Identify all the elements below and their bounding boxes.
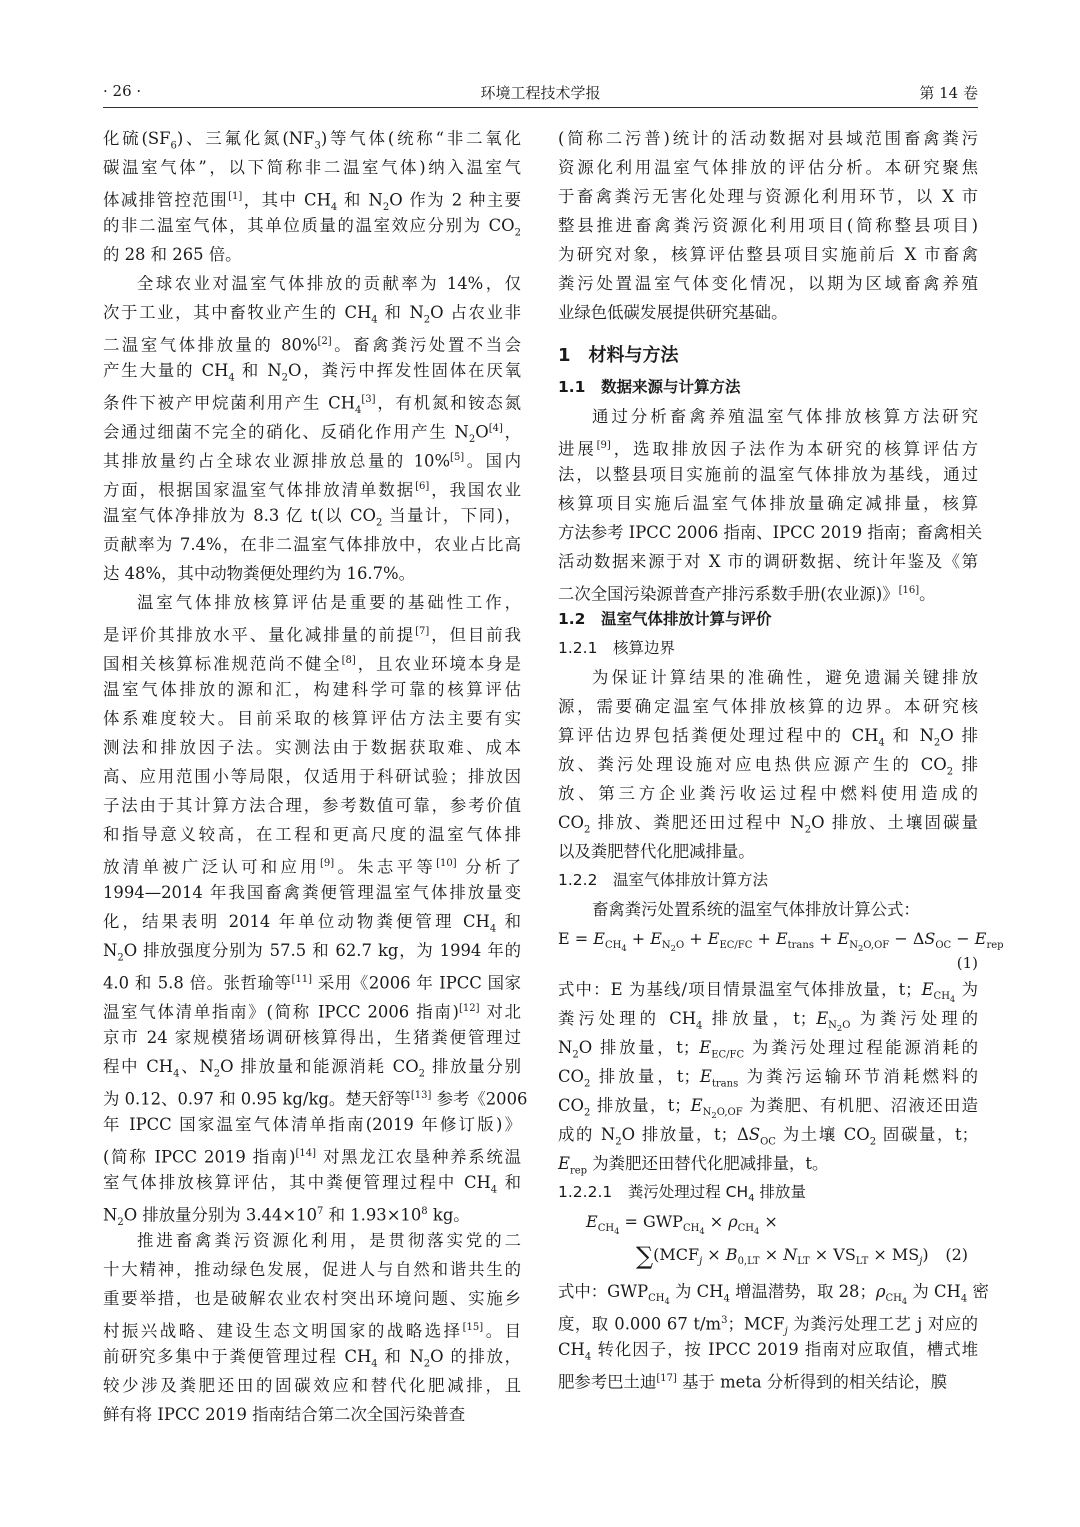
section-heading-1: 1 材料与方法 <box>558 345 679 366</box>
text-line: 业绿色低碳发展提供研究基础。 <box>558 303 788 322</box>
section-heading-1-2-2-1: 1.2.2.1 粪污处理过程 $CH_4$ 排放量 <box>558 1183 806 1205</box>
text-line: 于畜禽粪污无害化处理与资源化利用环节，以 X 市 <box>558 187 978 206</box>
text-line: 前研究多集中于粪便管理过程 $CH_4$ 和 $N_2O$ 的排放， <box>103 1347 522 1370</box>
text-line: 为 0.12、0.97 和 0.95 kg/kg。楚天舒等[13] 参考《2006 <box>103 1089 528 1109</box>
text-line: 化，结果表明 2014 年单位动物粪便管理 $CH_4$ 和 <box>103 912 521 935</box>
text-line: 较少涉及粪肥还田的固碳效应和替代化肥减排，且 <box>103 1376 521 1395</box>
text-line: 温室气体排放的源和汇，构建科学可靠的核算评估 <box>103 680 521 699</box>
text-line: $CH_4$ 转化因子，按 IPCC 2019 指南对应取值，槽式堆 <box>558 1340 978 1363</box>
text-line: 温室气体排放核算评估是重要的基础性工作， <box>137 593 521 612</box>
text-line: 碳温室气体”，以下简称非二温室气体)纳入温室气 <box>103 158 521 177</box>
text-line: 高、应用范围小等局限，仅适用于科研试验；排放因 <box>103 767 521 786</box>
text-line: 程中 $CH_4$、$N_2O$ 排放量和能源消耗 $CO_2$ 排放量分别 <box>103 1057 521 1080</box>
text-line: 室气体排放核算评估，其中粪便管理过程中 $CH_4$ 和 <box>103 1173 521 1196</box>
text-line: 进展[9]，选取排放因子法作为本研究的核算评估方 <box>558 439 979 459</box>
text-line: 粪污处置温室气体变化情况，以期为区域畜禽养殖 <box>558 274 978 293</box>
text-line: 4.0 和 5.8 倍。张哲瑜等[11] 采用《2006 年 IPCC 国家 <box>103 973 522 993</box>
text-line: 1994—2014 年我国畜禽粪便管理温室气体排放量变 <box>103 883 521 902</box>
text-line: 算评估边界包括粪便处理过程中的 $CH_4$ 和 $N_2O$ 排 <box>558 726 978 749</box>
journal-title: 环境工程技术学报 <box>480 84 601 102</box>
text-line: 重要举措，也是破解农业农村突出环境问题、实施乡 <box>103 1289 521 1308</box>
page-number: · 26 · <box>103 82 142 100</box>
text-line: 为研究对象，核算评估整县项目实施前后 X 市畜禽 <box>558 245 978 264</box>
section-heading-1-2-1: 1.2.1 核算边界 <box>558 639 675 657</box>
text-line: 国相关核算标准规范尚不健全[8]，且农业环境本身是 <box>103 654 521 674</box>
text-line: 条件下被产甲烷菌利用产生 $CH_4[3]$，有机氮和铵态氮 <box>103 393 522 416</box>
text-line: 整县推进畜禽粪污资源化利用项目(简称整县项目) <box>558 216 978 235</box>
text-line: 年 IPCC 国家温室气体清单指南(2019 年修订版)》 <box>103 1115 521 1134</box>
paragraph-1-2-2-1 <box>558 1277 989 1393</box>
text-line: 方面，根据国家温室气体排放清单数据[6]，我国农业 <box>103 480 522 500</box>
text-line: 产生大量的 $CH_4$ 和 $N_2O$，粪污中挥发性固体在厌氧 <box>103 361 522 384</box>
text-line: $CO_2$ 排放、粪肥还田过程中 $N_2O$ 排放、土壤固碳量 <box>558 813 978 836</box>
text-line: 京市 24 家规模猪场调研核算得出，生猪粪便管理过 <box>103 1028 521 1047</box>
text-line: 的非二温室气体，其单位质量的温室效应分别为 $CO_2$ <box>103 216 521 239</box>
text-line: 度，取 0.000 67 $t/m^3$；$MCF_j$ 为粪污处理工艺 j 对应的 <box>558 1314 978 1337</box>
text-line: 子法由于其计算方法合理，参考数值可靠，参考价值 <box>103 796 521 815</box>
text-line: 活动数据来源于对 X 市的调研数据、统计年鉴及《第 <box>558 552 978 571</box>
text-line: $E_{rep}$ 为粪肥还田替代化肥减排量，t。 <box>558 1154 829 1177</box>
text-line: 式中：E 为基线/项目情景温室气体排放量，t；$E_{CH_4}$ 为 <box>558 980 978 1005</box>
text-line: $CO_2$ 排放量，t；$E_{N_2O,OF}$ 为粪肥、有机肥、沼液还田造 <box>558 1096 978 1121</box>
text-line: (简称二污普)统计的活动数据对县域范围畜禽粪污 <box>558 129 978 148</box>
text-line: 的 28 和 265 倍。 <box>103 245 242 264</box>
left-column <box>103 124 528 1429</box>
equation-1-number: (1) <box>956 954 978 972</box>
equation-2-number: (2) <box>945 1245 968 1264</box>
text-line: $N_2O$ 排放量分别为 $3.44\times 10^7$ 和 $1.93\times 10^8$ kg。 <box>103 1205 470 1228</box>
section-heading-1-2: 1.2 温室气体排放计算与评价 <box>558 610 772 628</box>
text-line: 推进畜禽粪污资源化利用，是贯彻落实党的二 <box>137 1231 521 1250</box>
text-line: $N_2O$ 排放强度分别为 57.5 和 62.7 kg，为 1994 年的 <box>103 941 521 964</box>
text-line: 核算项目实施后温室气体排放量确定减排量，核算 <box>558 494 978 513</box>
text-line: $CO_2$ 排放量，t；$E_{trans}$ 为粪污运输环节消耗燃料的 <box>558 1067 979 1090</box>
text-line: 村振兴战略、建设生态文明国家的战略选择[15]。目 <box>103 1321 522 1341</box>
text-line: 鲜有将 IPCC 2019 指南结合第二次全国污染普查 <box>103 1405 466 1424</box>
text-line: 全球农业对温室气体排放的贡献率为 14%，仅 <box>137 274 521 293</box>
text-line: 二温室气体排放量的 80%[2]。畜禽粪污处置不当会 <box>103 335 522 355</box>
text-line: 温室气体净排放为 8.3 亿 t(以 $CO_2$ 当量计，下同)， <box>103 506 521 529</box>
equation-2-line-2: $\sum(MCF_j \times B_{0,LT} \times N_{LT} \times VS_{LT} \times MS_j)$ (2) <box>558 1237 978 1277</box>
text-line: 测法和排放因子法。实测法由于数据获取难、成本 <box>103 738 521 757</box>
text-line: 法，以整县项目实施前的温室气体排放为基线，通过 <box>558 465 978 484</box>
equation-2-line-1: $E_{CH_4} = GWP_{CH_4} \times \rho_{CH_4}$ × <box>586 1212 778 1237</box>
text-line: 二次全国污染源普查产排污系数手册(农业源)》[16]。 <box>558 584 936 604</box>
equation-intro: 畜禽粪污处置系统的温室气体排放计算公式： <box>592 900 920 919</box>
text-line: 为保证计算结果的准确性，避免遗漏关键排放 <box>592 668 978 687</box>
equation-1: $E = E_{CH_4} + E_{N_2O} + E_{EC/FC} + E_{trans} + E_{N_2O,OF} - \Delta S_{OC} - E_{rep}$ <box>558 929 1004 954</box>
text-line: 粪污处理的 $CH_4$ 排放量，t；$E_{N_2O}$ 为粪污处理的 <box>558 1009 979 1034</box>
text-line: 次于工业，其中畜牧业产生的 $CH_4$ 和 $N_2O$ 占农业非 <box>103 303 522 326</box>
text-line: 体系难度较大。目前采取的核算评估方法主要有实 <box>103 709 521 728</box>
text-line: 通过分析畜禽养殖温室气体排放核算方法研究 <box>592 407 978 426</box>
text-line: 温室气体清单指南》(简称 IPCC 2006 指南)[12] 对北 <box>103 1002 522 1022</box>
text-line: 以及粪肥替代化肥减排量。 <box>558 842 755 861</box>
text-line: 资源化利用温室气体排放的评估分析。本研究聚焦 <box>558 158 978 177</box>
header-rule <box>103 107 978 108</box>
text-line: $N_2O$ 排放量，t；$E_{EC/FC}$ 为粪污处理过程能源消耗的 <box>558 1038 978 1061</box>
text-line: 肥参考巴土迪[17] 基于 meta 分析得到的相关结论，膜 <box>558 1372 948 1392</box>
text-line: 是评价其排放水平、量化减排量的前提[7]，但目前我 <box>103 625 522 645</box>
text-line: 贡献率为 7.4%，在非二温室气体排放中，农业占比高 <box>103 535 521 554</box>
paragraph-1-2-2 <box>558 975 978 1178</box>
volume-label: 第 14 卷 <box>919 84 978 102</box>
text-line: 成的 $N_2O$ 排放量，t；$\Delta S_{OC}$ 为土壤 $CO_2$ 固碳量，t； <box>558 1125 979 1148</box>
text-line: 和指导意义较高，在工程和更高尺度的温室气体排 <box>103 825 521 844</box>
text-line: (简称 IPCC 2019 指南)[14] 对黑龙江农垦种养系统温 <box>103 1147 522 1167</box>
page-header <box>103 80 978 108</box>
text-line: 其排放量约占全球农业源排放总量的 10%[5]。国内 <box>103 451 522 471</box>
text-line: 式中：$GWP_{CH_4}$ 为 $CH_4$ 增温潜势，取 28；$\rho_{CH_4}$ 为 $CH_4$ 密 <box>558 1282 989 1307</box>
text-line: 源，需要确定温室气体排放核算的边界。本研究核 <box>558 697 978 716</box>
text-line: 放清单被广泛认可和应用[9]。朱志平等[10] 分析了 <box>103 857 522 877</box>
paragraph-1-2-1 <box>558 663 978 866</box>
section-heading-1-1: 1.1 数据来源与计算方法 <box>558 378 741 396</box>
text-line: 放、第三方企业粪污收运过程中燃料使用造成的 <box>558 784 978 803</box>
text-line: 化硫$(SF_6)$、三氟化氮$(NF_3)$等气体(统称“非二氧化 <box>103 129 521 152</box>
text-line: 十大精神，推动绿色发展，促进人与自然和谐共生的 <box>103 1260 521 1279</box>
text-line: 放、粪污处理设施对应电热供应源产生的 $CO_2$ 排 <box>558 755 978 778</box>
section-heading-1-2-2: 1.2.2 温室气体排放计算方法 <box>558 871 768 889</box>
text-line: 达 48%，其中动物粪便处理约为 16.7%。 <box>103 564 415 583</box>
text-line: 会通过细菌不完全的硝化、反硝化作用产生 $N_2O[4]$， <box>103 422 521 445</box>
text-line: 体减排管控范围[1]，其中 $CH_4$ 和 $N_2O$ 作为 2 种主要 <box>103 190 522 213</box>
right-column <box>558 124 1004 1393</box>
paragraph-1-1 <box>558 402 983 605</box>
intro-paragraph <box>558 124 978 327</box>
text-line: 方法参考 IPCC 2006 指南、IPCC 2019 指南；畜禽相关 <box>558 523 983 542</box>
